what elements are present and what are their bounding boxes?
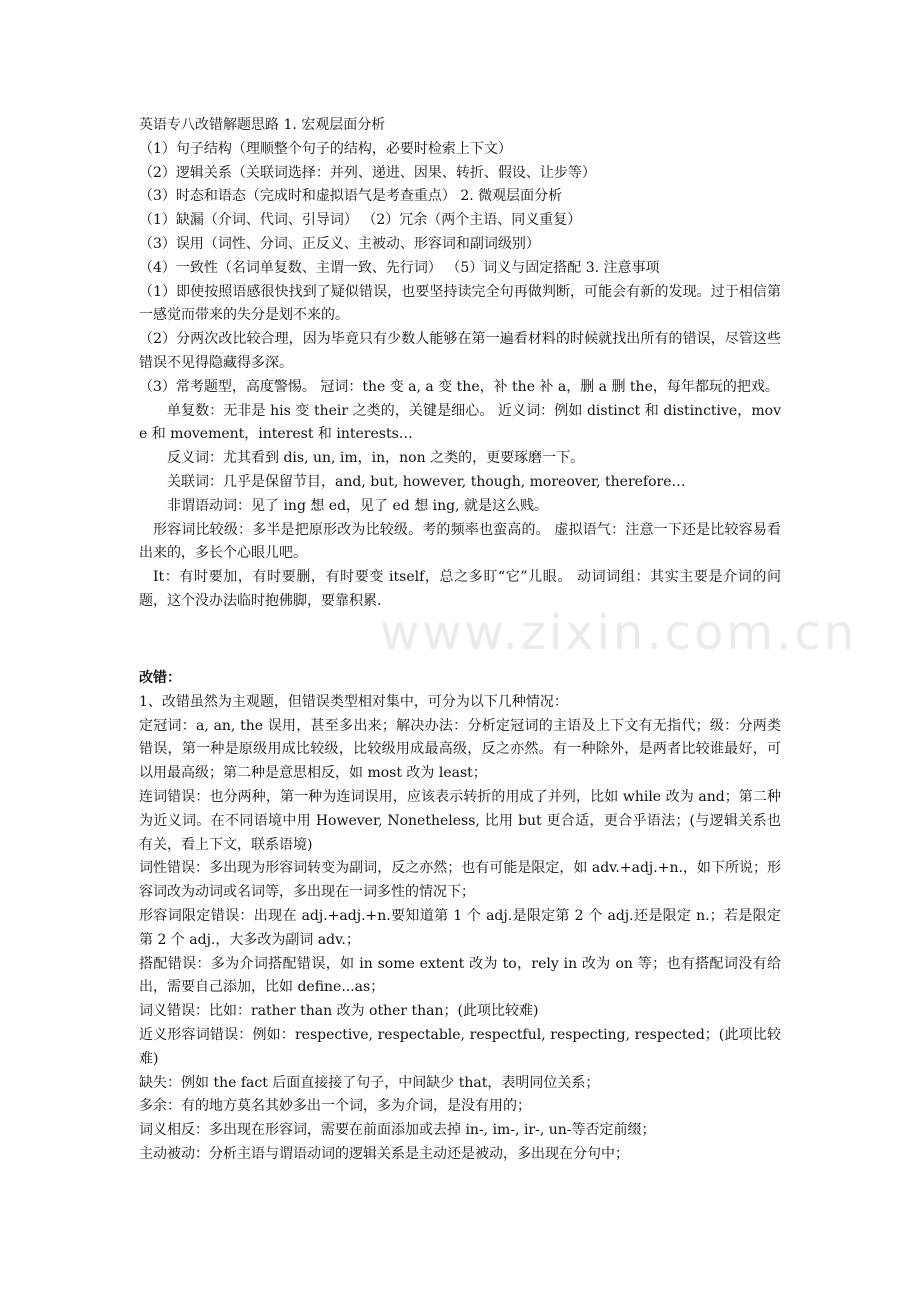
text-line: （1）缺漏（介词、代词、引导词） （2）冗余（两个主语、同义重复）: [139, 212, 582, 229]
text-line: （4）一致性（名词单复数、主谓一致、先行词） （5）词义与固定搭配 3. 注意事项: [139, 259, 660, 276]
text-line: 非谓语动词：见了 ing 想 ed，见了 ed 想 ing, 就是这么贱。: [167, 497, 549, 514]
text-paragraph: 形容词比较级：多半是把原形改为比较级。考的频率也蛮高的。 虚拟语气：注意一下还是比较容易看出来的，多长个心眼儿吧。: [139, 521, 781, 562]
text-paragraph: （1）即使按照语感很快找到了疑似错误，也要坚持读完全句再做判断，可能会有新的发现。过于相信第一感觉而带来的失分是划不来的。: [139, 283, 781, 324]
text-line: 主动被动：分析主语与谓语动词的逻辑关系是主动还是被动，多出现在分句中；: [139, 1145, 629, 1162]
text-paragraph: 词性错误：多出现为形容词转变为副词，反之亦然；也有可能是限定，如 adv.+adj.+n.，如下所说；形容词改为动词或名词等，多出现在一词多性的情况下；: [139, 860, 781, 901]
text-paragraph: 连词错误：也分两种，第一种为连词误用，应该表示转折的用成了并列，比如 while 改为 and；第二种为近义词。在不同语境中用 However, Nonetheless, 比用 but 更合适，更合乎语法；(与逻辑关系也有关，看上下文，联系语境): [139, 788, 781, 853]
text-paragraph: 搭配错误：多为介词搭配错误，如 in some extent 改为 to，rely in 改为 on 等；也有搭配词没有给出，需要自己添加，比如 define...as；: [139, 955, 781, 996]
text-line: （1）句子结构（理顺整个句子的结构，必要时检索上下文）: [139, 140, 512, 157]
text-paragraph: It：有时要加，有时要删，有时要变 itself，总之多盯“它”儿眼。 动词词组：其实主要是介词的问题，这个没办法临时抱佛脚，要靠积累.: [139, 569, 781, 609]
text-line: （3）误用（词性、分词、正反义、主被动、形容词和副词级别）: [139, 235, 540, 252]
text-paragraph: 形容词限定错误：出现在 adj.+adj.+n.要知道第 1 个 adj.是限定第 2 个 adj.还是限定 n.；若是限定第 2 个 adj.，大多改为副词 adv.；: [139, 907, 781, 948]
text-line: （2）逻辑关系（关联词选择：并列、递进、因果、转折、假设、让步等）: [139, 164, 596, 181]
text-paragraph: （2）分两次改比较合理，因为毕竟只有少数人能够在第一遍看材料的时候就找出所有的错误，尽管这些错误不见得隐藏得多深。: [139, 331, 781, 371]
correction-section: [139, 667, 781, 1167]
watermark: www.zixin.com.cn: [380, 605, 858, 661]
text-paragraph: （3）常考题型，高度警惕。 冠词：the 变 a, a 变 the，补 the 补 a，删 a 删 the，每年都玩的把戏。: [139, 378, 779, 395]
text-line: 缺失：例如 the fact 后面直接接了句子，中间缺少 that，表明同位关系；: [139, 1074, 600, 1091]
text-paragraph: 定冠词：a, an, the 误用，甚至多出来；解决办法：分析定冠词的主语及上下文有无指代；级：分两类错误，第一种是原级用成比较级，比较级用成最高级，反之亦然。有一种除外，是两者比较谁最好，可以用最高级；第二种是意思相反，如 most 改为 least；: [139, 717, 781, 782]
text-line: 反义词：尤其看到 dis, un, im，in，non 之类的，更要琢磨一下。: [167, 450, 585, 467]
section-heading: 改错：: [139, 670, 181, 686]
text-line: 词义错误：比如：rather than 改为 other than；(此项比较难): [139, 1003, 539, 1020]
title-line: 英语专八改错解题思路 1. 宏观层面分析: [139, 117, 386, 133]
text-line: 1、改错虽然为主观题，但错误类型相对集中，可分为以下几种情况：: [139, 693, 568, 710]
text-line: 词义相反：多出现在形容词，需要在前面添加或去掉 in-, im-, ir-, un-等否定前缀；: [139, 1122, 656, 1139]
text-line: 关联词：几乎是保留节目，and, but, however, though, moreover, therefore…: [167, 473, 686, 490]
text-paragraph: 单复数：无非是 his 变 their 之类的，关键是细心。 近义词：例如 distinct 和 distinctive，move 和 movement，interest 和 interests…: [139, 402, 781, 443]
text-paragraph: 近义形容词错误：例如：respective, respectable, respectful, respecting, respected；(此项比较难): [139, 1026, 781, 1067]
notes-section: [139, 114, 781, 614]
text-line: 多余：有的地方莫名其妙多出一个词，多为介词，是没有用的；: [139, 1098, 531, 1115]
text-line: （3）时态和语态（完成时和虚拟语气是考查重点） 2. 微观层面分析: [139, 188, 563, 205]
